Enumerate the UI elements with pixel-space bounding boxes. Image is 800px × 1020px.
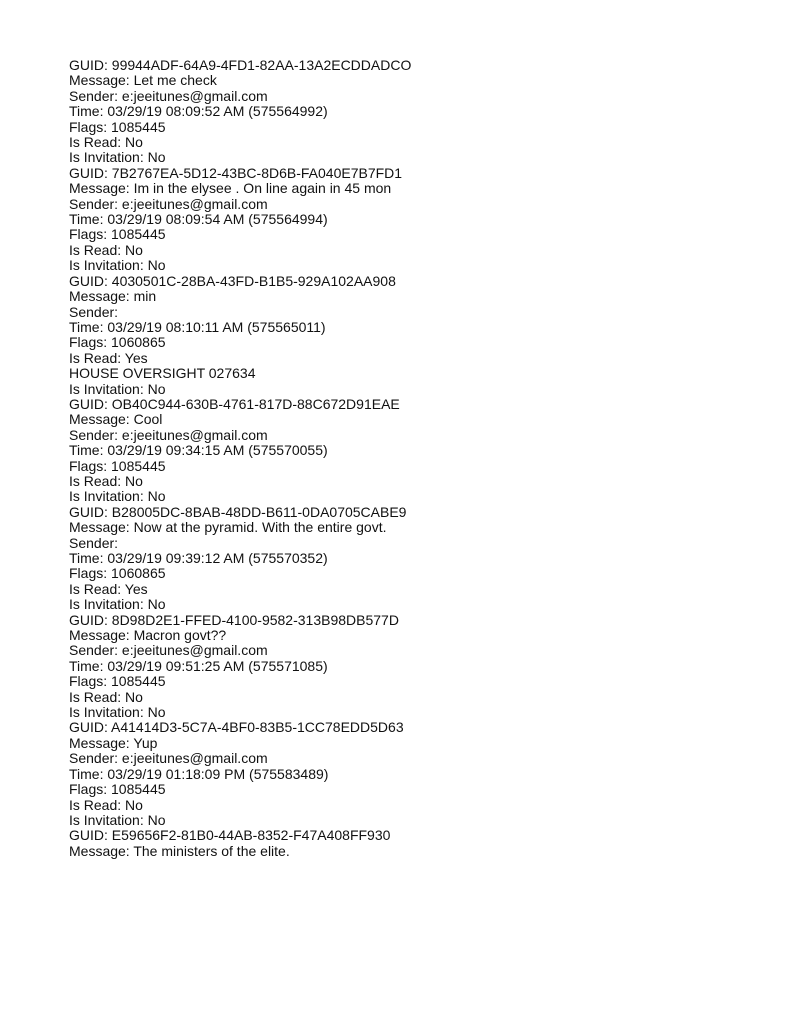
log-line: Sender: e:jeeitunes@gmail.com [69, 642, 268, 659]
log-line: Message: Now at the pyramid. With the entire govt. [69, 519, 387, 536]
log-line: Message: Yup [69, 734, 158, 751]
log-line: Is Read: Yes [69, 580, 148, 597]
log-line: Time: 03/29/19 09:39:12 AM (575570352) [69, 550, 328, 566]
log-line: Sender: e:jeeitunes@gmail.com [69, 750, 268, 767]
log-line: Is Invitation: No [69, 488, 166, 505]
message-log-document [69, 58, 769, 859]
log-line: Is Invitation: No [69, 380, 166, 397]
log-line: Message: Macron govt?? [69, 627, 227, 644]
log-line: GUID: 99944ADF-64A9-4FD1-82AA-13A2ECDDADCO [69, 57, 412, 73]
log-line: Flags: 1085445 [69, 457, 166, 474]
log-line: GUID: A41414D3-5C7A-4BF0-83B5-1CC78EDD5D63 [69, 719, 404, 736]
log-line: Message: min [69, 288, 157, 305]
log-line: Sender: e:jeeitunes@gmail.com [69, 426, 268, 443]
log-line: Sender: e:jeeitunes@gmail.com [69, 87, 268, 104]
log-line: GUID: OB40C944-630B-4761-817D-88C672D91EAE [69, 395, 400, 412]
log-line: Flags: 1085445 [69, 673, 166, 690]
log-line: Message: Let me check [69, 72, 217, 89]
log-line: Is Invitation: No [69, 257, 166, 274]
log-line: GUID: B28005DC-8BAB-48DD-B611-0DA0705CABE9 [69, 503, 407, 520]
page-footer-stamp: HOUSE OVERSIGHT 027634 [69, 365, 256, 382]
log-line: Is Invitation: No [69, 704, 166, 721]
log-line: Message: Cool [69, 411, 163, 428]
log-line: Is Invitation: No [69, 149, 166, 166]
log-line: Time: 03/29/19 08:09:54 AM (575564994) [69, 211, 328, 228]
log-line: Is Read: No [69, 472, 143, 489]
log-line: Message: The ministers of the elite. [69, 842, 290, 859]
log-line: Is Read: No [69, 796, 143, 813]
log-line: Flags: 1060865 [69, 334, 166, 351]
log-line: Flags: 1085445 [69, 226, 166, 243]
log-line: Time: 03/29/19 08:09:52 AM (575564992) [69, 103, 328, 120]
log-line: Is Invitation: No [69, 596, 166, 613]
log-line: GUID: E59656F2-81B0-44AB-8352-F47A408FF930 [69, 827, 391, 844]
log-line: Time: 03/29/19 01:18:09 PM (575583489) [69, 765, 329, 782]
log-line: GUID: 7B2767EA-5D12-43BC-8D6B-FA040E7B7FD1 [69, 164, 403, 181]
log-line: GUID: 4030501C-28BA-43FD-B1B5-929A102AA908 [69, 272, 396, 289]
log-line: Time: 03/29/19 08:10:11 AM (575565011) [69, 318, 326, 335]
log-line: Flags: 1085445 [69, 781, 166, 798]
log-line: Sender: [69, 303, 119, 320]
log-line: Is Read: No [69, 688, 143, 705]
log-line: Is Read: No [69, 134, 143, 151]
log-line: Is Invitation: No [69, 811, 166, 828]
log-line: Time: 03/29/19 09:51:25 AM (575571085) [69, 657, 328, 674]
log-line: GUID: 8D98D2E1-FFED-4100-9582-313B98DB577D [69, 611, 399, 628]
log-line: Time: 03/29/19 09:34:15 AM (575570055) [69, 442, 328, 459]
log-line: Is Read: No [69, 241, 143, 258]
log-line: Sender: e:jeeitunes@gmail.com [69, 195, 268, 212]
log-line: Sender: [69, 534, 119, 551]
log-line: Flags: 1085445 [69, 118, 166, 135]
log-line: Flags: 1060865 [69, 565, 166, 582]
log-line: Is Read: Yes [69, 349, 148, 366]
log-line: Message: Im in the elysee . On line again in 45 mon [69, 180, 392, 197]
